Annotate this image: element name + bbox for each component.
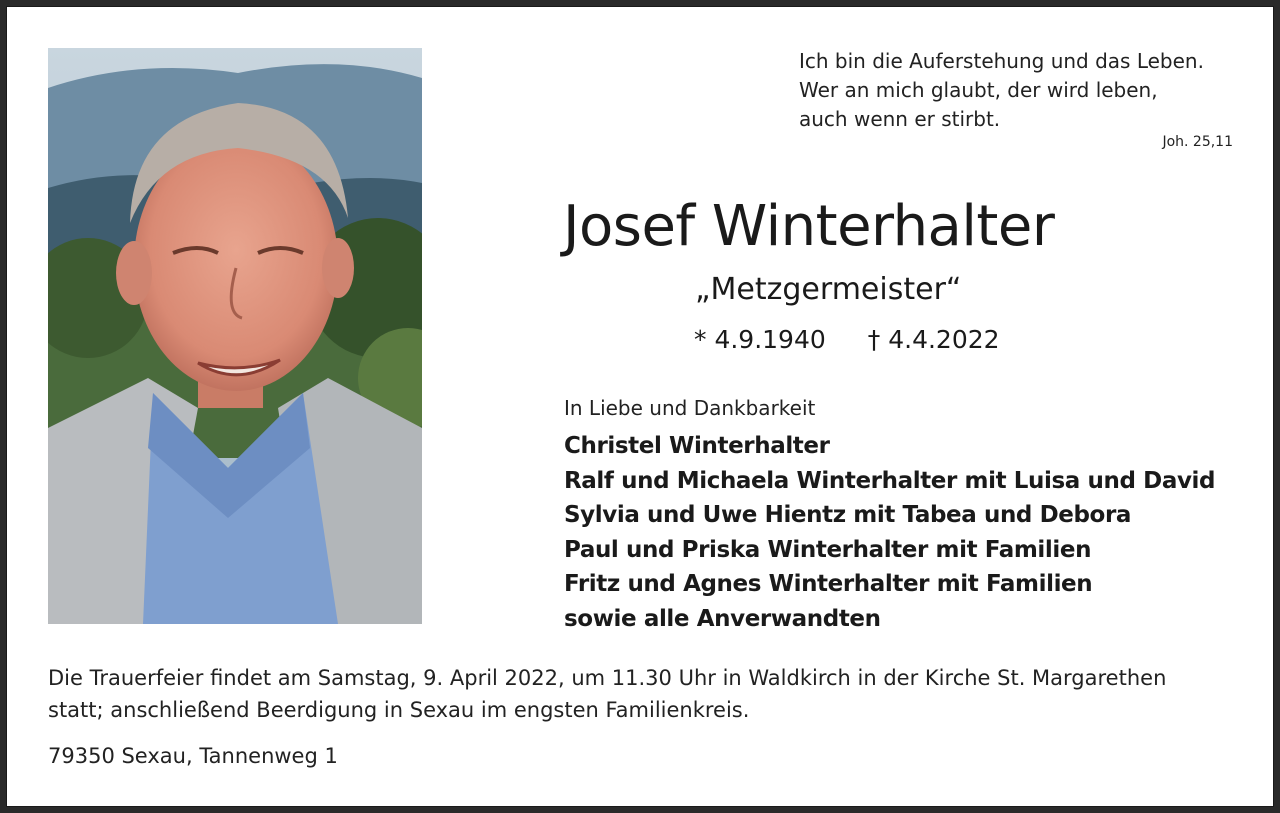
mourner-line: Fritz und Agnes Winterhalter mit Familien (564, 571, 1093, 597)
mourner-line: Sylvia und Uwe Hientz mit Tabea und Debora (564, 502, 1132, 528)
funeral-service-info (48, 662, 1248, 726)
bible-verse (799, 47, 1239, 134)
family-address: 79350 Sexau, Tannenweg 1 (48, 744, 338, 768)
death-date: † 4.4.2022 (867, 325, 1000, 354)
deceased-name: Josef Winterhalter (563, 194, 1055, 259)
mourner-line: Christel Winterhalter (564, 433, 830, 459)
obituary-notice (6, 6, 1274, 807)
verse-line: Ich bin die Auferstehung und das Leben. (799, 49, 1204, 73)
mourner-line: sowie alle Anverwandten (564, 605, 881, 632)
birth-date: * 4.9.1940 (694, 325, 826, 354)
mourners-list (564, 429, 1215, 636)
mourner-line: Ralf und Michaela Winterhalter mit Luisa und David (564, 467, 1216, 494)
service-line: statt; anschließend Beerdigung in Sexau im engsten Familienkreis. (48, 698, 750, 722)
deceased-profession: „Metzgermeister“ (695, 272, 962, 307)
dedication-text: In Liebe und Dankbarkeit (564, 396, 816, 420)
verse-line: auch wenn er stirbt. (799, 107, 1001, 131)
verse-reference: Joh. 25,11 (1162, 134, 1233, 150)
portrait-photo (48, 48, 422, 624)
verse-line: Wer an mich glaubt, der wird leben, (799, 78, 1158, 102)
life-dates (694, 322, 1000, 358)
service-line: Die Trauerfeier findet am Samstag, 9. April 2022, um 11.30 Uhr in Waldkirch in der Kirche St. Margarethen (48, 666, 1167, 690)
mourner-line: Paul und Priska Winterhalter mit Familien (564, 536, 1092, 563)
